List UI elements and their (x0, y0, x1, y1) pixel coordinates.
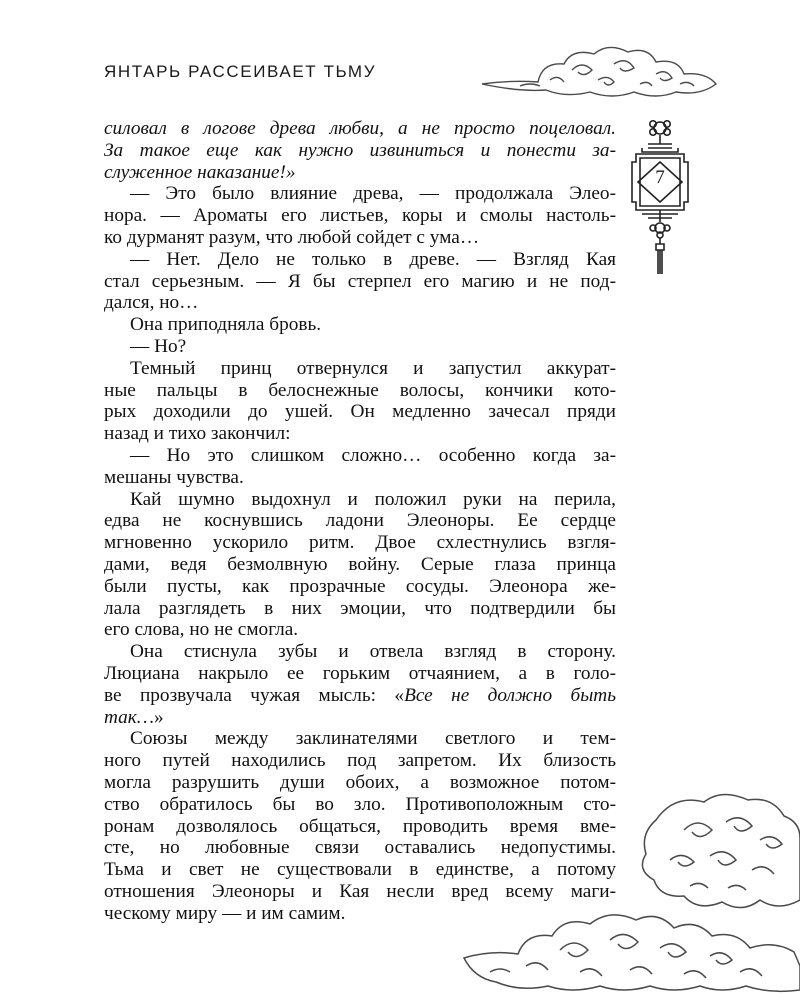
text-line: — Это было влияние древа, — продолжала Элео- (130, 183, 616, 205)
text-line: Темный принц отвернулся и запустил аккурат- (130, 357, 616, 379)
text-line (104, 707, 616, 729)
text-line: нора. — Ароматы его листьев, коры и смолы настоль- (104, 205, 616, 227)
text-line: сте, но любовные связи оставались недопустимы. (104, 837, 616, 859)
text-line: рых доходили до ушей. Он медленно зачесал пряди (104, 401, 616, 423)
text-line: мешаны чувства. (104, 466, 244, 488)
text-line: стал серьезным. — Я бы стерпел его магию и не под- (104, 270, 616, 292)
text-line: ко дурманят разум, что любой сойдет с ума… (104, 226, 480, 248)
text-line: Люциана накрыло ее горьким отчаянием, а в голо- (104, 662, 616, 684)
text-line: ные пальцы в белоснежные волосы, кончики кото- (104, 379, 616, 401)
text-fragment: ве прозвучала чужая мысль: « (104, 684, 405, 706)
text-line: силовал в логове древа любви, а не просто поцеловал. (104, 118, 616, 139)
text-line: Союзы между заклинателями светлого и тем- (130, 728, 616, 750)
text-line: ство обратилось бы во зло. Противоположным сто- (104, 793, 616, 815)
text-line: назад и тихо закончил: (104, 423, 291, 445)
cloud-ornament-bottom-icon (460, 790, 800, 995)
text-line: дами, ведя безмолвную войну. Серые глаза принца (104, 553, 616, 575)
chapter-number: 7 (655, 167, 665, 188)
text-fragment-italic: Все не должно быть (404, 684, 616, 706)
chapter-ornament-icon (628, 118, 692, 276)
text-line: — Но? (130, 335, 187, 357)
text-line: дался, но… (104, 292, 199, 314)
text-line: Кай шумно выдохнул и положил руки на перила, (130, 488, 616, 510)
text-line: ронам дозволялось общаться, проводить время вме- (104, 815, 616, 837)
text-line: отношения Элеоноры и Кая несли вред всему маги- (104, 880, 616, 902)
text-line: — Но это слишком сложно… особенно когда за- (130, 444, 616, 466)
text-line: ческому миру — и им самим. (104, 902, 346, 924)
text-line: Она стиснула зубы и отвела взгляд в сторону. (130, 641, 616, 663)
text-line: мгновенно ускорило ритм. Двое схлестнулись взгля- (104, 532, 616, 554)
text-line: были пусты, как прозрачные сосуды. Элеонора же- (104, 575, 616, 597)
text-line: служенное наказание!» (104, 161, 296, 183)
text-fragment-italic: так… (104, 706, 154, 728)
running-head: ЯНТАРЬ РАССЕИВАЕТ ТЬМУ (104, 62, 377, 81)
text-line: могла разрушить души обоих, а возможное потом- (104, 771, 616, 793)
text-fragment: » (153, 706, 164, 728)
text-line: лала разглядеть в них эмоции, что подтвердили бы (104, 597, 616, 619)
text-line: едва не коснувшись ладони Элеоноры. Ее сердце (104, 510, 616, 532)
text-line: Она приподняла бровь. (130, 314, 322, 336)
cloud-ornament-top-icon (480, 40, 720, 100)
text-line: его слова, но не смогла. (104, 619, 299, 641)
text-line: — Нет. Дело не только в древе. — Взгляд Кая (130, 248, 616, 270)
text-line: ного путей находились под запретом. Их близость (104, 750, 616, 772)
text-line: За такое еще как нужно извиниться и понести за- (104, 139, 616, 161)
text-line (104, 685, 616, 707)
text-line: Тьма и свет не существовали в единстве, а потому (104, 859, 616, 881)
